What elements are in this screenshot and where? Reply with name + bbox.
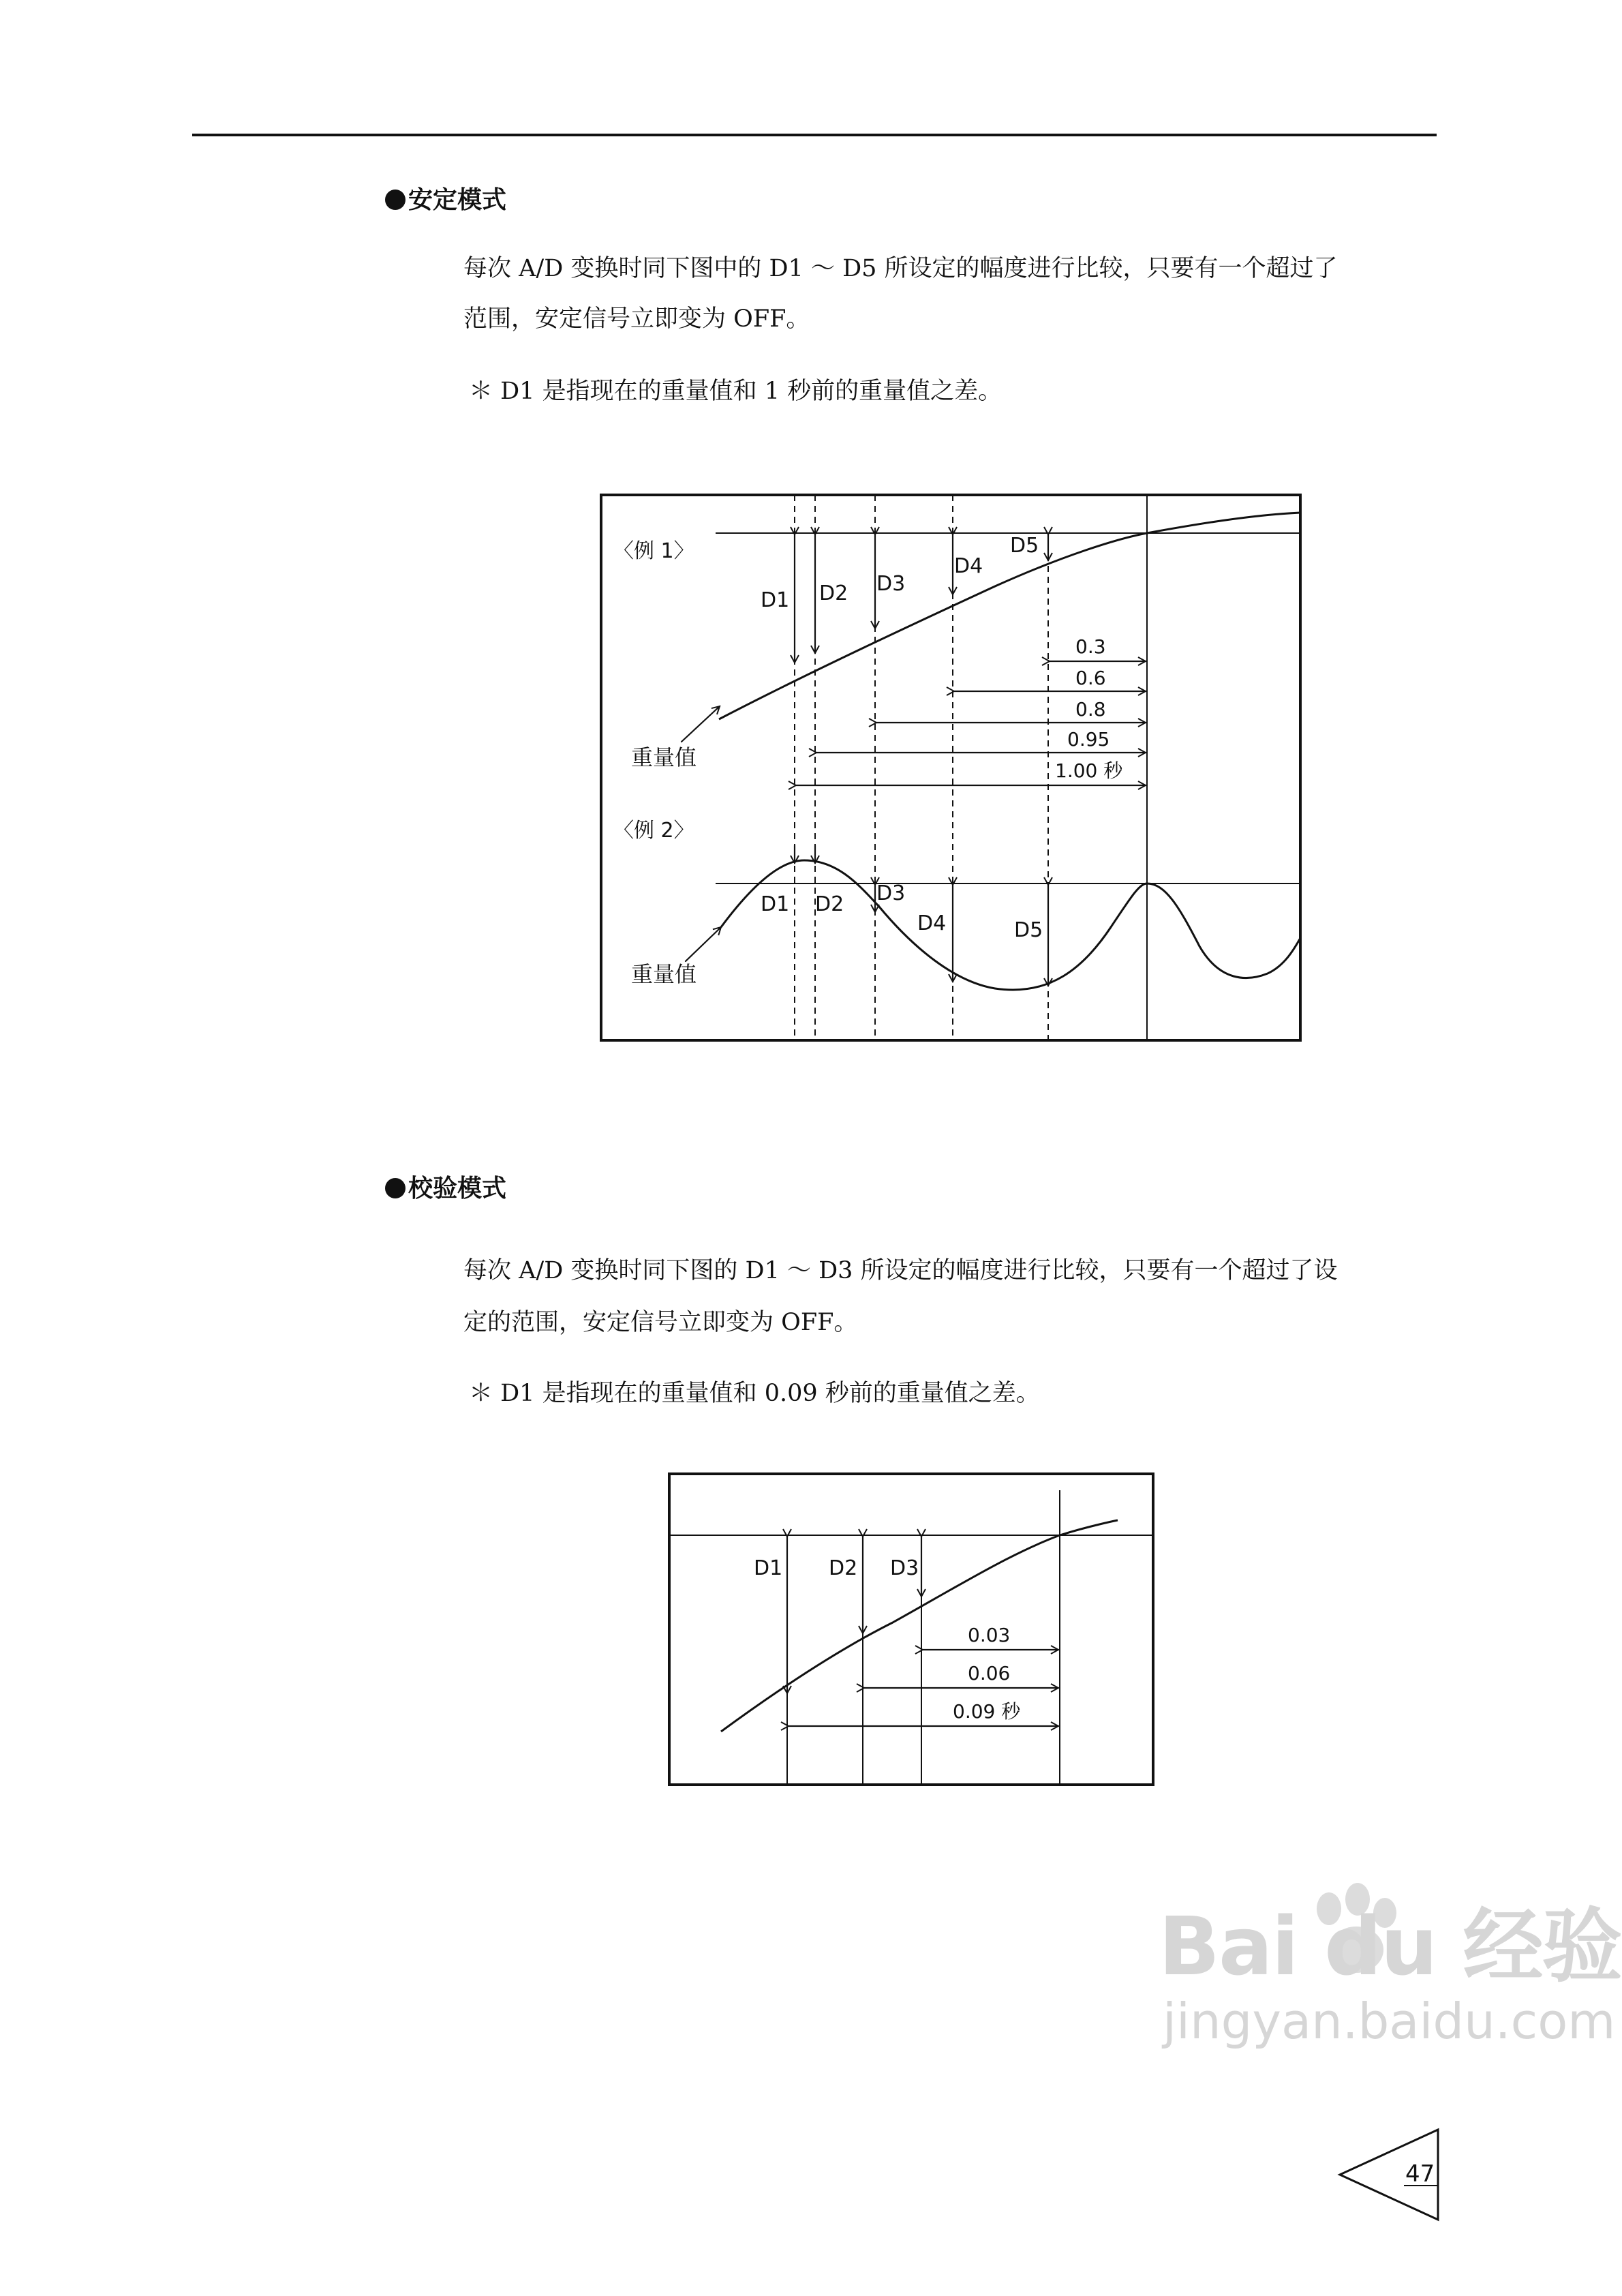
d3-label: D3 [876, 572, 906, 596]
section2-note: ＊ D1 是指现在的重量值和 0.09 秒前的重量值之差。 [469, 1380, 1040, 1407]
interval-0.95: 0.95 [1067, 728, 1110, 751]
section1-paragraph-line2: 范围，安定信号立即变为 OFF。 [463, 305, 810, 333]
section-heading-stable-mode: 安定模式 [385, 185, 506, 215]
interval-1.00: 1.00 秒 [1055, 759, 1123, 782]
baidu-watermark [1159, 1899, 1621, 2052]
page-number-marker [1336, 2127, 1445, 2222]
cal-interval-0.03: 0.03 [968, 1624, 1011, 1646]
page-number: 47 [1405, 2160, 1435, 2188]
interval-0.8: 0.8 [1075, 698, 1106, 721]
section2-paragraph-line1: 每次 A/D 变换时同下图的 D1 ～ D3 所设定的幅度进行比较，只要有一个超过了设 [463, 1257, 1338, 1284]
watermark-url: jingyan.baidu.com [1163, 1993, 1616, 2050]
section1-note: ＊ D1 是指现在的重量值和 1 秒前的重量值之差。 [469, 378, 1003, 405]
d2-label: D2 [819, 581, 848, 605]
cal-interval-0.06: 0.06 [968, 1662, 1011, 1685]
d5-label: D5 [1010, 534, 1039, 558]
interval-0.3: 0.3 [1075, 635, 1106, 658]
d1-label-ex2: D1 [761, 892, 790, 916]
cal-d2-label: D2 [829, 1556, 858, 1580]
d4-label: D4 [954, 554, 983, 578]
d2-label-ex2: D2 [815, 892, 844, 916]
example2-label: 〈例 2〉 [613, 819, 694, 843]
cal-d3-label: D3 [890, 1556, 919, 1580]
weight-label-1: 重量值 [631, 744, 697, 770]
d1-label: D1 [761, 588, 790, 612]
weight-label-2: 重量值 [631, 961, 697, 987]
d5-label-ex2: D5 [1014, 918, 1043, 942]
cal-interval-0.09: 0.09 秒 [953, 1700, 1021, 1723]
example1-label: 〈例 1〉 [613, 539, 694, 563]
section-heading-calibration-mode: 校验模式 [385, 1174, 506, 1204]
interval-0.6: 0.6 [1075, 667, 1106, 689]
d4-label-ex2: D4 [917, 911, 947, 935]
watermark-brand: Bai du 经验 [1159, 1899, 1621, 1993]
section1-paragraph-line1: 每次 A/D 变换时同下图中的 D1 ～ D5 所设定的幅度进行比较，只要有一个超过了 [463, 255, 1338, 282]
cal-d1-label: D1 [754, 1556, 783, 1580]
section2-paragraph-line2: 定的范围，安定信号立即变为 OFF。 [463, 1309, 858, 1336]
d3-label-ex2: D3 [876, 881, 906, 905]
